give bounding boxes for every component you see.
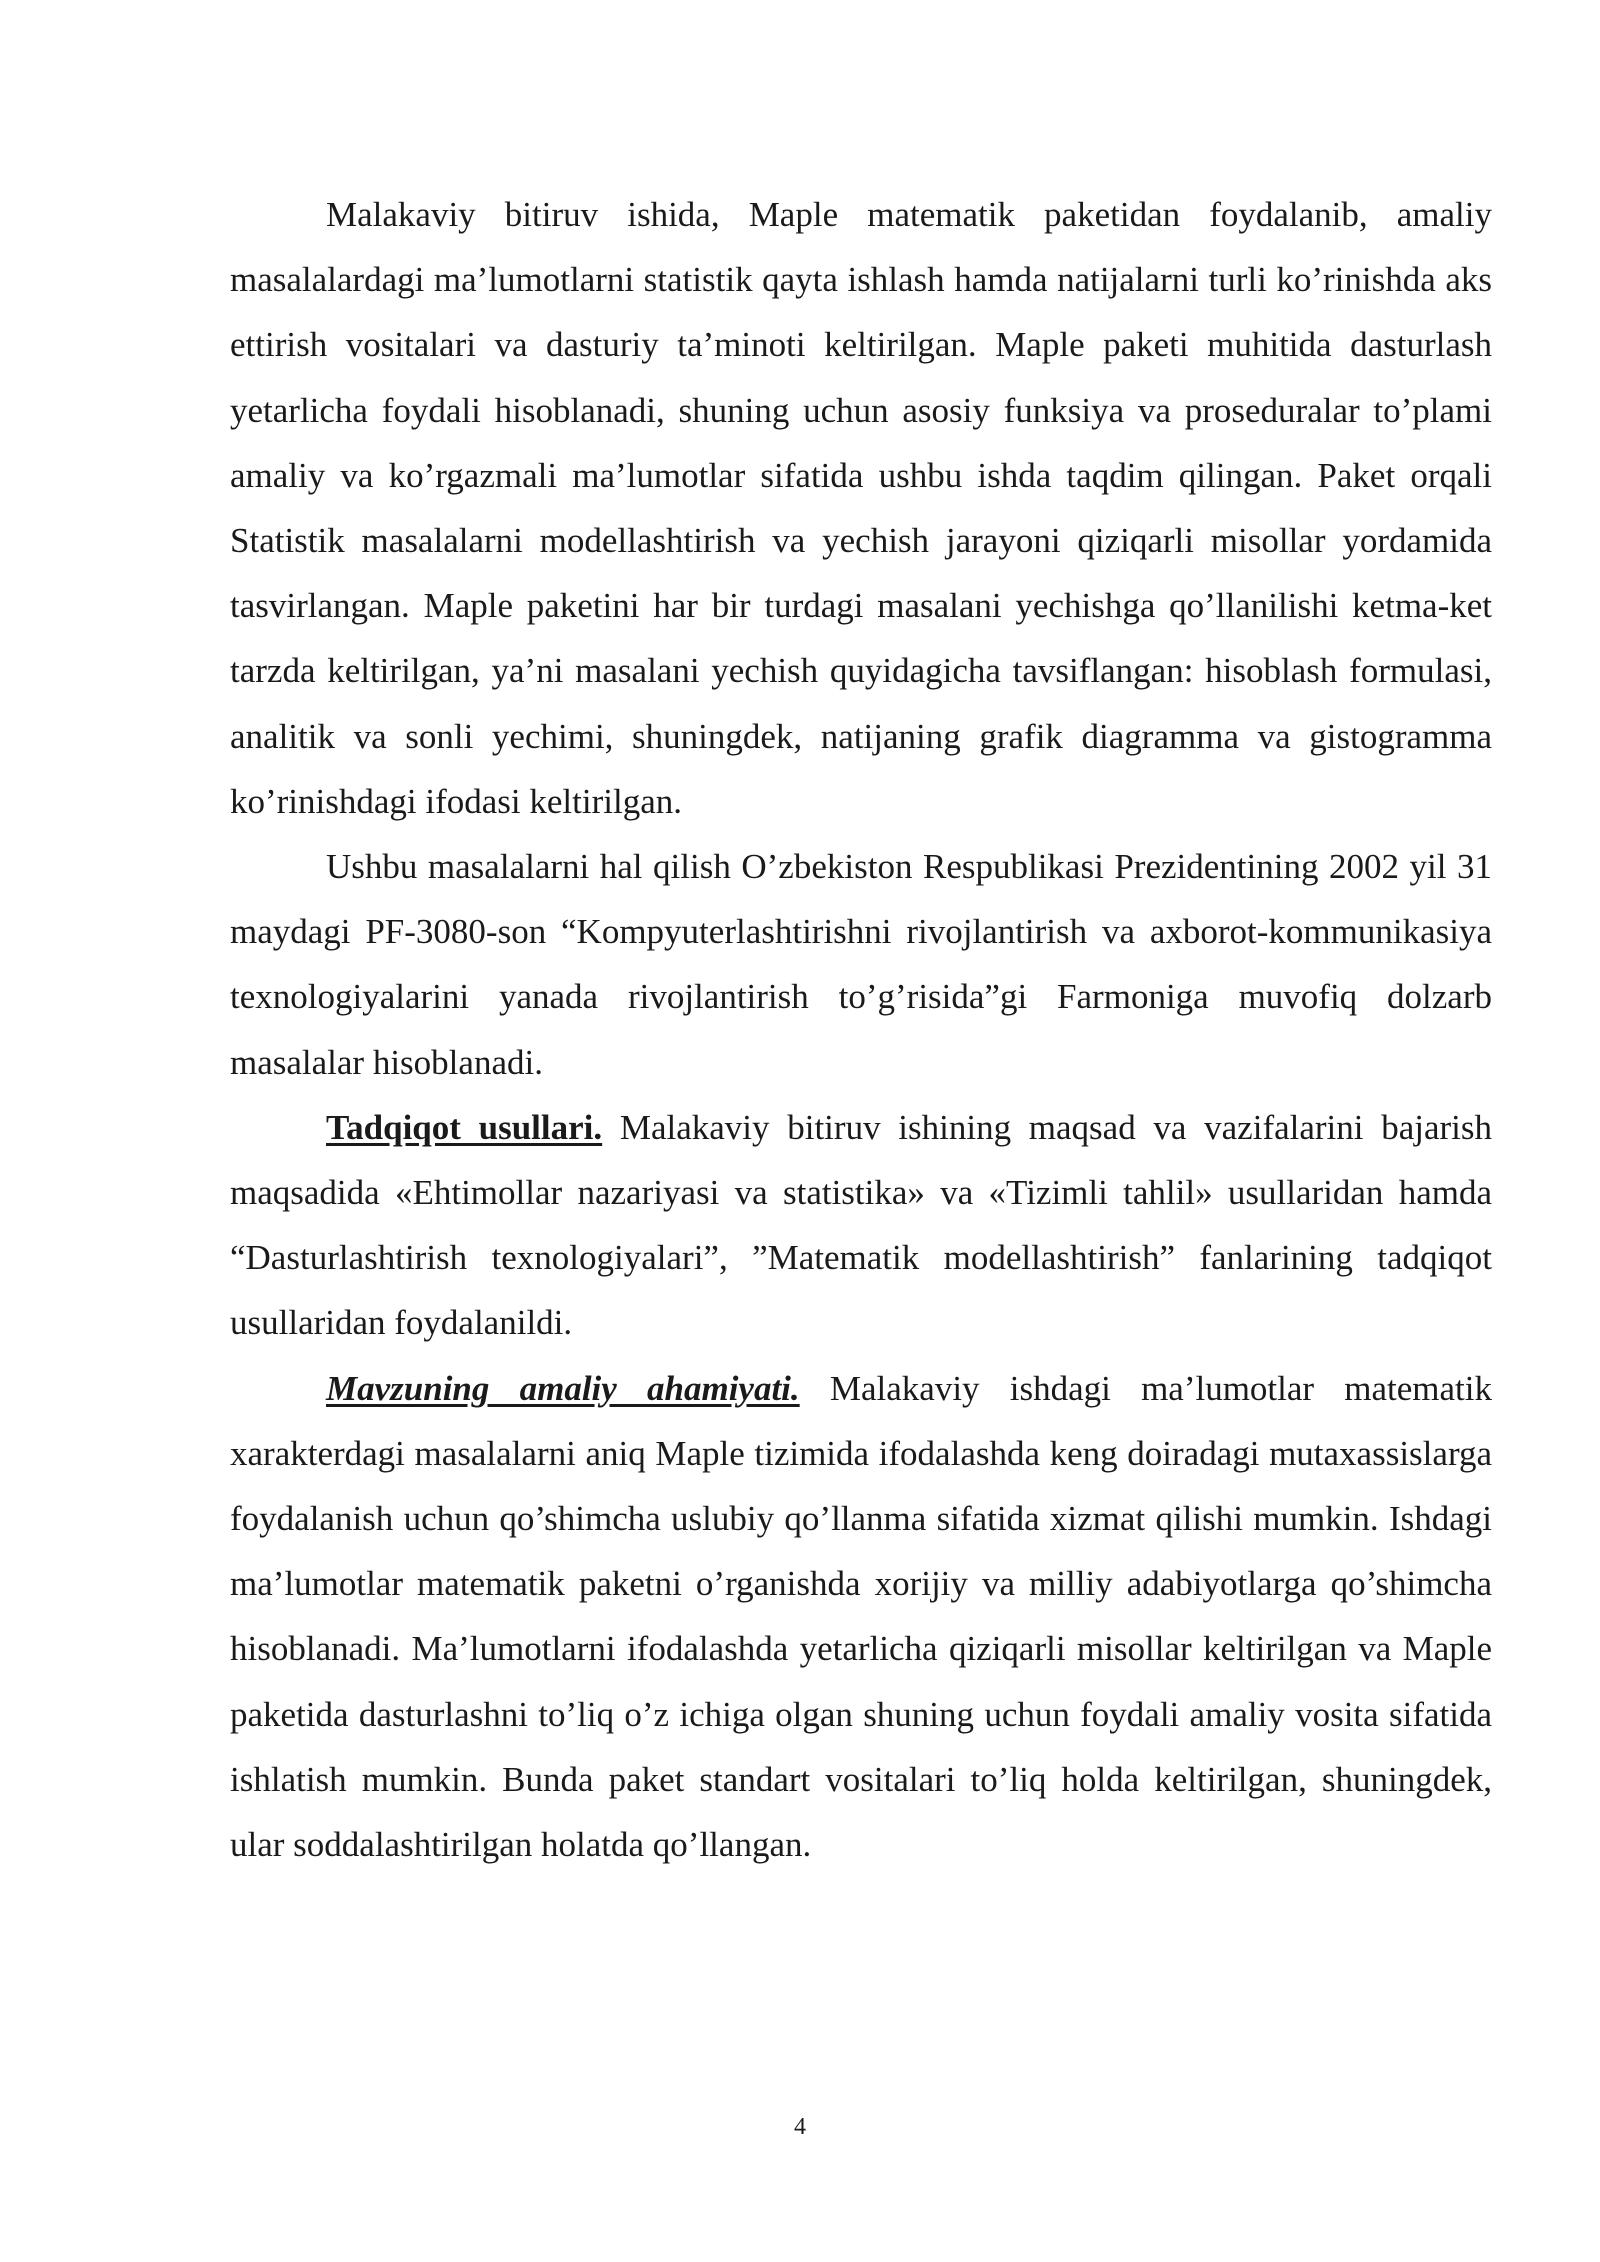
page-number: 4 [794,2114,806,2140]
paragraph-intro [230,182,1492,834]
paragraph-practical-significance [230,1356,1492,1878]
paragraph-decree [230,834,1492,1095]
paragraph-text: Ushbu masalalarni hal qilish O’zbekiston Respublikasi Prezidentining 2002 yil 31 maydagi PF-3080-son “Kompyuterlashtirishni rivojlantirish va axborot-kommunikasiya texnologiyalarini yanada rivojlantirish to’g’risida”gi Farmoniga muvofiq dolzarb masalalar hisoblanadi. [230,847,1492,1082]
paragraph-text: Malakaviy bitiruv ishida, Maple matematik paketidan foydalanib, amaliy masalalardagi ma’lumotlarni statistik qayta ishlash hamda natijalarni turli ko’rinishda aks ettirish vositalari va dasturiy ta’minoti keltirilgan. Maple paketi muhitida dasturlash yetarlicha foydali hisoblanadi, shuning uchun asosiy funksiya va proseduralar to’plami amaliy va ko’rgazmali ma’lumotlar sifatida ushbu ishda taqdim qilingan. Paket orqali Statistik masalalarni modellashtirish va yechish jarayoni qiziqarli misollar yordamida tasvirlangan. Maple paketini har bir turdagi masalani yechishga qo’llanilishi ketma-ket tarzda keltirilgan, ya’ni masalani yechish quyidagicha tavsiflangan: hisoblash formulasi, analitik va sonli yechimi, shuningdek, natijaning grafik diagramma va gistogramma ko’rinishdagi ifodasi keltirilgan. [230,195,1492,821]
paragraph-research-methods [230,1095,1492,1356]
paragraph-text: Malakaviy bitiruv ishining maqsad va vazifalarini bajarish maqsadida «Ehtimollar nazariyasi va statistika» va «Tizimli tahlil» usullaridan hamda “Dasturlashtirish texnologiyalari”, ”Matematik modellashtirish” fanlarining tadqiqot usullaridan foydalanildi. [230,1107,1492,1343]
paragraph-text: Malakaviy ishdagi ma’lumotlar matematik xarakterdagi masalalarni aniq Maple tizimida ifodalashda keng doiradagi mutaxassislarga foydalanish uchun qo’shimcha uslubiy qo’llanma sifatida xizmat qilishi mumkin. Ishdagi ma’lumotlar matematik paketni o’rganishda xorijiy va milliy adabiyotlarga qo’shimcha hisoblanadi. Ma’lumotlarni ifodalashda yetarlicha qiziqarli misollar keltirilgan va Maple paketida dasturlashni to’liq o’z ichiga olgan shuning uchun foydali amaliy vosita sifatida ishlatish mumkin. Bunda paket standart vositalari to’liq holda keltirilgan, shuningdek, ular soddalashtirilgan holatda qo’llangan. [230,1368,1492,1865]
section-heading-research-methods: Tadqiqot usullari. [326,1107,603,1147]
section-heading-practical-significance: Mavzuning amaliy ahamiyati. [326,1368,800,1408]
document-page [230,182,1492,1877]
